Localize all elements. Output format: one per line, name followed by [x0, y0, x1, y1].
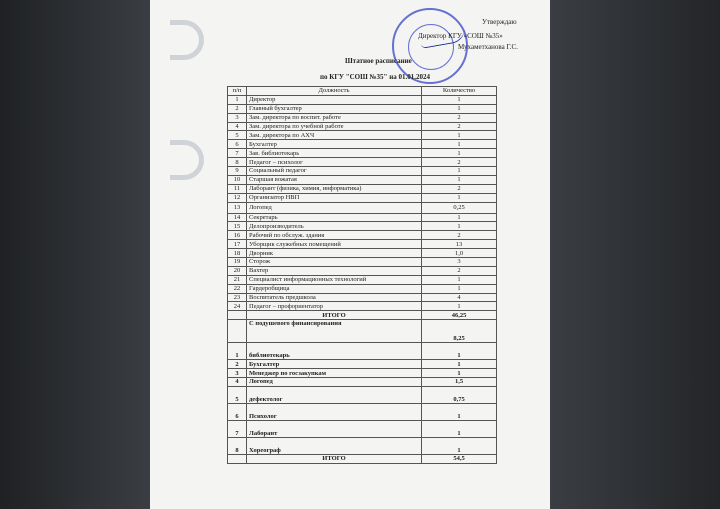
- row-position: Зав. библиотекарь: [247, 149, 422, 158]
- total-row-1: [228, 311, 497, 320]
- row-position: Делопроизводитель: [247, 222, 422, 231]
- row-count: 2: [422, 113, 497, 122]
- total-label-1: ИТОГО: [247, 311, 422, 320]
- row-position: Лаборант (физика, химия, информатика): [247, 184, 422, 193]
- row-position: Главный бухгалтер: [247, 104, 422, 113]
- column-header-number: п/п: [228, 87, 247, 96]
- row-number: 5: [228, 386, 247, 403]
- row-count: 1: [422, 95, 497, 104]
- row-count: 1,0: [422, 249, 497, 258]
- total-value-1: 46,25: [422, 311, 497, 320]
- row-position: Зам. директора по учебной работе: [247, 122, 422, 131]
- row-position: Организатор НВП: [247, 193, 422, 202]
- row-number: 2: [228, 104, 247, 113]
- table-row: [228, 360, 497, 369]
- row-position: Зам. директора по АХЧ: [247, 131, 422, 140]
- section-label: С подушевого финансирования: [247, 320, 422, 343]
- row-count: 1: [422, 222, 497, 231]
- staff-table: [227, 86, 497, 464]
- row-number: 7: [228, 149, 247, 158]
- row-number: 2: [228, 360, 247, 369]
- table-row: [228, 122, 497, 131]
- row-number: 5: [228, 131, 247, 140]
- table-row: [228, 284, 497, 293]
- row-count: 1: [422, 167, 497, 176]
- row-number: 3: [228, 113, 247, 122]
- table-row: [228, 222, 497, 231]
- row-position: Секретарь: [247, 213, 422, 222]
- approval-label: Утверждаю: [482, 18, 517, 26]
- row-count: 1: [422, 403, 497, 420]
- row-count: 1: [422, 369, 497, 378]
- staff-rows: [228, 95, 497, 310]
- row-position: Рабочий по обслуж. здания: [247, 231, 422, 240]
- table-row: [228, 149, 497, 158]
- row-position: Зам. директора по воспит. работе: [247, 113, 422, 122]
- table-row: [228, 378, 497, 387]
- table-row: [228, 131, 497, 140]
- row-number: 21: [228, 275, 247, 284]
- row-number: 24: [228, 302, 247, 311]
- table-row: [228, 158, 497, 167]
- row-count: 1: [422, 193, 497, 202]
- row-position: Сторож: [247, 258, 422, 267]
- table-row: [228, 258, 497, 267]
- row-count: 1: [422, 420, 497, 437]
- row-count: 0,25: [422, 202, 497, 213]
- table-row: [228, 275, 497, 284]
- document-title: Штатное расписание: [345, 57, 412, 65]
- document-subtitle: по КГУ "СОШ №35" на 01.01.2024: [320, 73, 430, 81]
- table-row: [228, 184, 497, 193]
- row-position: Логопед: [247, 378, 422, 387]
- table-row: [228, 369, 497, 378]
- row-count: 3: [422, 258, 497, 267]
- row-count: 13: [422, 240, 497, 249]
- row-number: 9: [228, 167, 247, 176]
- background-left: [0, 0, 150, 509]
- table-row: [228, 202, 497, 213]
- row-position: Лаборант: [247, 420, 422, 437]
- row-position: Логопед: [247, 202, 422, 213]
- row-number: 12: [228, 193, 247, 202]
- total-value-2: 54,5: [422, 454, 497, 463]
- row-number: 8: [228, 158, 247, 167]
- row-position: Педагог – психолог: [247, 158, 422, 167]
- row-position: Социальный педагог: [247, 167, 422, 176]
- row-number: 8: [228, 437, 247, 454]
- row-position: Старшая вожатая: [247, 175, 422, 184]
- row-count: 1: [422, 302, 497, 311]
- row-position: Психолог: [247, 403, 422, 420]
- table-row: [228, 343, 497, 360]
- row-count: 1: [422, 437, 497, 454]
- row-number: 13: [228, 202, 247, 213]
- row-position: Хореограф: [247, 437, 422, 454]
- row-count: 1: [422, 104, 497, 113]
- row-position: Бухгалтер: [247, 140, 422, 149]
- extra-staff-rows: [228, 343, 497, 455]
- row-count: 2: [422, 231, 497, 240]
- row-count: 4: [422, 293, 497, 302]
- row-number: 11: [228, 184, 247, 193]
- table-row: [228, 193, 497, 202]
- total-row-2: [228, 454, 497, 463]
- table-row: [228, 437, 497, 454]
- table-row: [228, 95, 497, 104]
- table-row: [228, 175, 497, 184]
- row-count: 2: [422, 184, 497, 193]
- row-number: 16: [228, 231, 247, 240]
- table-row: [228, 293, 497, 302]
- row-position: Дворник: [247, 249, 422, 258]
- section-row: [228, 320, 497, 343]
- row-number: 10: [228, 175, 247, 184]
- row-position: Гардеробщица: [247, 284, 422, 293]
- row-number: 3: [228, 369, 247, 378]
- row-count: 1: [422, 213, 497, 222]
- director-name: Мухаметханова Г.С.: [458, 43, 518, 51]
- table-row: [228, 231, 497, 240]
- row-number: 6: [228, 140, 247, 149]
- row-count: 1: [422, 140, 497, 149]
- row-number: 20: [228, 266, 247, 275]
- table-row: [228, 113, 497, 122]
- director-position: Директор КГУ «СОШ №35»: [418, 32, 503, 40]
- row-position: библиотекарь: [247, 343, 422, 360]
- row-number: 6: [228, 403, 247, 420]
- table-row: [228, 240, 497, 249]
- row-position: Уборщик служебных помещений: [247, 240, 422, 249]
- row-number: 22: [228, 284, 247, 293]
- row-position: Воспитатель предшкола: [247, 293, 422, 302]
- row-count: 1,5: [422, 378, 497, 387]
- table-row: [228, 266, 497, 275]
- row-number: 14: [228, 213, 247, 222]
- table-row: [228, 420, 497, 437]
- row-position: Специалист информационных технологий: [247, 275, 422, 284]
- row-number: 18: [228, 249, 247, 258]
- table-row: [228, 213, 497, 222]
- column-header-count: Количество: [422, 87, 497, 96]
- section-value: 8,25: [422, 320, 497, 343]
- row-count: 2: [422, 122, 497, 131]
- row-position: Педагог – профориентатор: [247, 302, 422, 311]
- row-position: Вахтер: [247, 266, 422, 275]
- row-count: 2: [422, 158, 497, 167]
- background-right: [550, 0, 720, 509]
- row-count: 2: [422, 266, 497, 275]
- total-label-2: ИТОГО: [247, 454, 422, 463]
- row-number: 1: [228, 95, 247, 104]
- row-position: Директор: [247, 95, 422, 104]
- row-number: 19: [228, 258, 247, 267]
- table-row: [228, 302, 497, 311]
- table-row: [228, 167, 497, 176]
- row-position: дефектолог: [247, 386, 422, 403]
- row-number: 4: [228, 378, 247, 387]
- table-row: [228, 386, 497, 403]
- row-count: 1: [422, 343, 497, 360]
- row-position: Менеджер по госзакупкам: [247, 369, 422, 378]
- row-count: 1: [422, 149, 497, 158]
- row-number: 7: [228, 420, 247, 437]
- row-count: 0,75: [422, 386, 497, 403]
- row-number: 1: [228, 343, 247, 360]
- row-number: 23: [228, 293, 247, 302]
- row-number: 17: [228, 240, 247, 249]
- row-count: 1: [422, 360, 497, 369]
- row-number: 4: [228, 122, 247, 131]
- table-row: [228, 403, 497, 420]
- row-count: 1: [422, 284, 497, 293]
- row-count: 1: [422, 175, 497, 184]
- table-row: [228, 104, 497, 113]
- row-position: Бухгалтер: [247, 360, 422, 369]
- row-count: 1: [422, 131, 497, 140]
- row-count: 1: [422, 275, 497, 284]
- column-header-position: Должность: [247, 87, 422, 96]
- table-row: [228, 249, 497, 258]
- row-number: 15: [228, 222, 247, 231]
- table-row: [228, 140, 497, 149]
